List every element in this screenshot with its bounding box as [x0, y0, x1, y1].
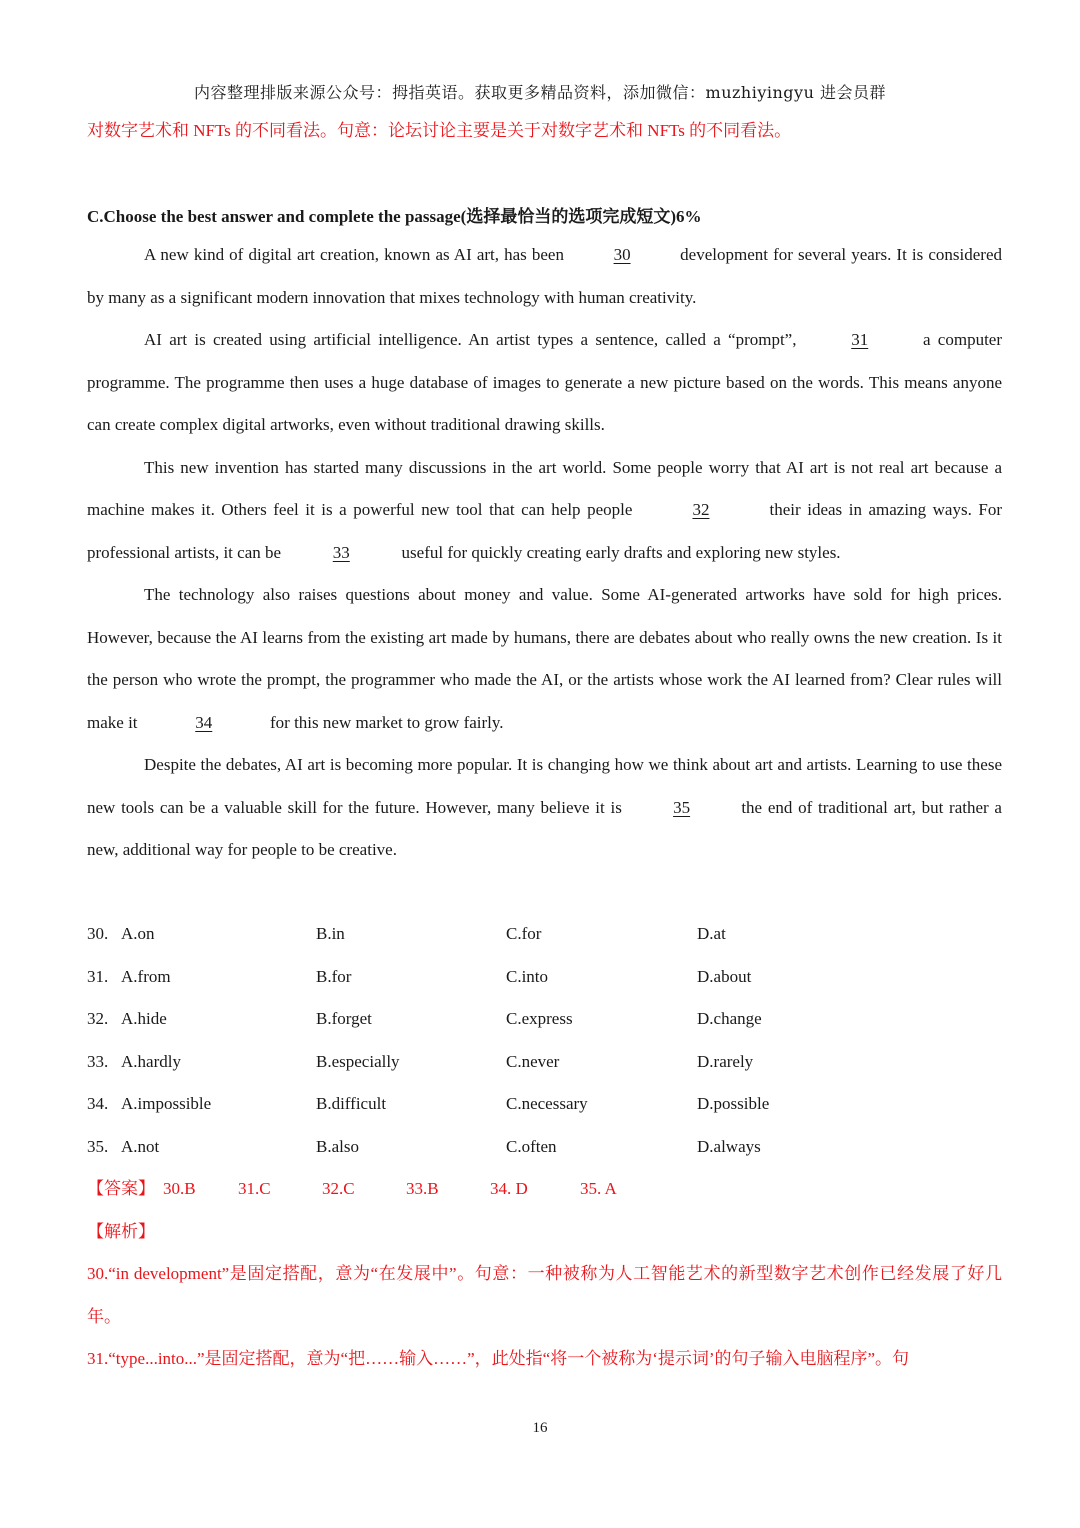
option-b: B.forget: [316, 1009, 372, 1028]
paragraph-text: This new invention has started many discussions in the art world. Some people worry that AI art is not real art because a machine makes it. Others feel it is a powerful new tool that can help people: [87, 457, 1002, 519]
paragraph-2: [87, 319, 1002, 447]
question-number: 31.: [87, 966, 109, 986]
option-a: A.hardly: [121, 1051, 181, 1071]
option-d: D.always: [697, 1136, 761, 1156]
answer-31: 31.C: [238, 1179, 271, 1198]
answer-35: 35. A: [580, 1179, 617, 1198]
paragraph-text: for this new market to grow fairly.: [265, 712, 504, 732]
page-header: 内容整理排版来源公众号：拇指英语。获取更多精品资料，添加微信：muzhiyingyu 进会员群: [194, 83, 886, 102]
paragraph-text: AI art is created using artificial intelligence. An artist types a sentence, called a “prompt”,: [144, 330, 804, 349]
carry-over-explanation: 对数字艺术和 NFTs 的不同看法。句意：论坛讨论主要是关于对数字艺术和 NFTs 的不同看法。: [87, 121, 792, 140]
passage: [87, 234, 1002, 872]
paragraph-text: useful for quickly creating early drafts and exploring new styles.: [397, 542, 841, 562]
option-d: D.at: [697, 924, 726, 943]
paragraph-text: development for several years. It is considered by many as a significant modern innovation that mixes technology with human creativity.: [87, 245, 1002, 307]
option-d: D.possible: [697, 1094, 770, 1113]
option-row: [87, 998, 1002, 1041]
paragraph-text: their ideas in amazing ways. For professional artists, it can be: [87, 500, 1002, 562]
option-a: A.impossible: [121, 1094, 212, 1113]
paragraph-1: [87, 234, 1002, 319]
option-a: A.from: [121, 966, 171, 986]
option-b: B.for: [316, 966, 352, 986]
blank-35: 35: [673, 797, 691, 817]
question-number: 35.: [87, 1136, 109, 1156]
paragraph-text: The technology also raises questions about money and value. Some AI-generated artworks have sold for high prices. However, because the AI learns from the existing art made by humans, there are debates about who really owns the new creation. Is it the person who wrote the prompt, the programmer who made the AI, or the artists whose work the AI learned from? Clear rules will make it: [87, 585, 1002, 732]
question-number: 33.: [87, 1051, 109, 1071]
option-b: B.in: [316, 924, 345, 943]
paragraph-text: a computer programme. The programme then uses a huge database of images to generate a new picture based on the words. This means anyone can create complex digital artworks, even without traditional drawing skills.: [87, 330, 1002, 434]
paragraph-text: the end of traditional art, but rather a new, additional way for people to be creative.: [87, 797, 1002, 859]
answer-options: [87, 913, 1002, 1168]
option-c: C.for: [506, 924, 542, 943]
analysis: [87, 1211, 1002, 1381]
paragraph-3: [87, 447, 1002, 575]
answer-label: 【答案】: [87, 1179, 155, 1198]
option-d: D.about: [697, 966, 752, 986]
analysis-30: 30.“in development”是固定搭配，意为“在发展中”。句意：一种被称为人工智能艺术的新型数字艺术创作已经发展了好几年。: [87, 1264, 1002, 1326]
question-number: 30.: [87, 924, 109, 943]
option-b: B.difficult: [316, 1094, 387, 1113]
question-number: 34.: [87, 1094, 109, 1113]
option-a: A.hide: [121, 1009, 167, 1028]
answer-32: 32.C: [322, 1179, 355, 1198]
blank-33: 33: [332, 542, 350, 562]
option-c: C.express: [506, 1009, 573, 1028]
answer-34: 34. D: [490, 1179, 528, 1198]
answer-30: 30.B: [163, 1179, 196, 1198]
analysis-31: 31.“type...into...”是固定搭配，意为“把……输入……”，此处指“将一个被称为‘提示词’的句子输入电脑程序”。句: [87, 1349, 910, 1368]
blank-34: 34: [195, 712, 213, 732]
option-c: C.necessary: [506, 1094, 588, 1113]
analysis-label: 【解析】: [87, 1221, 155, 1241]
paragraph-text: A new kind of digital art creation, known as AI art, has been: [144, 245, 570, 264]
option-row: [87, 956, 1002, 999]
answer-line: [87, 1168, 1002, 1211]
option-row: [87, 913, 1002, 956]
option-b: B.also: [316, 1136, 359, 1156]
option-d: D.change: [697, 1009, 762, 1028]
blank-30: 30: [613, 245, 631, 264]
blank-31: 31: [851, 330, 869, 349]
question-number: 32.: [87, 1009, 109, 1028]
option-row: [87, 1126, 1002, 1169]
option-a: A.not: [121, 1136, 160, 1156]
page-number: 16: [532, 1420, 548, 1436]
option-row: [87, 1041, 1002, 1084]
blank-32: 32: [692, 500, 710, 519]
option-d: D.rarely: [697, 1051, 754, 1071]
section-title: C.Choose the best answer and complete the passage(选择最恰当的选项完成短文)6%: [87, 207, 702, 226]
answer-key: [87, 1168, 1002, 1381]
option-a: A.on: [121, 924, 155, 943]
paragraph-4: [87, 574, 1002, 744]
option-c: C.often: [506, 1136, 557, 1156]
paragraph-5: [87, 744, 1002, 872]
option-b: B.especially: [316, 1051, 400, 1071]
option-c: C.into: [506, 966, 549, 986]
paragraph-text: Despite the debates, AI art is becoming more popular. It is changing how we think about art and artists. Learning to use these new tools can be a valuable skill for the future. However, many believe it is: [87, 755, 1002, 817]
answer-33: 33.B: [406, 1179, 439, 1198]
option-c: C.never: [506, 1051, 560, 1071]
option-row: [87, 1083, 1002, 1126]
